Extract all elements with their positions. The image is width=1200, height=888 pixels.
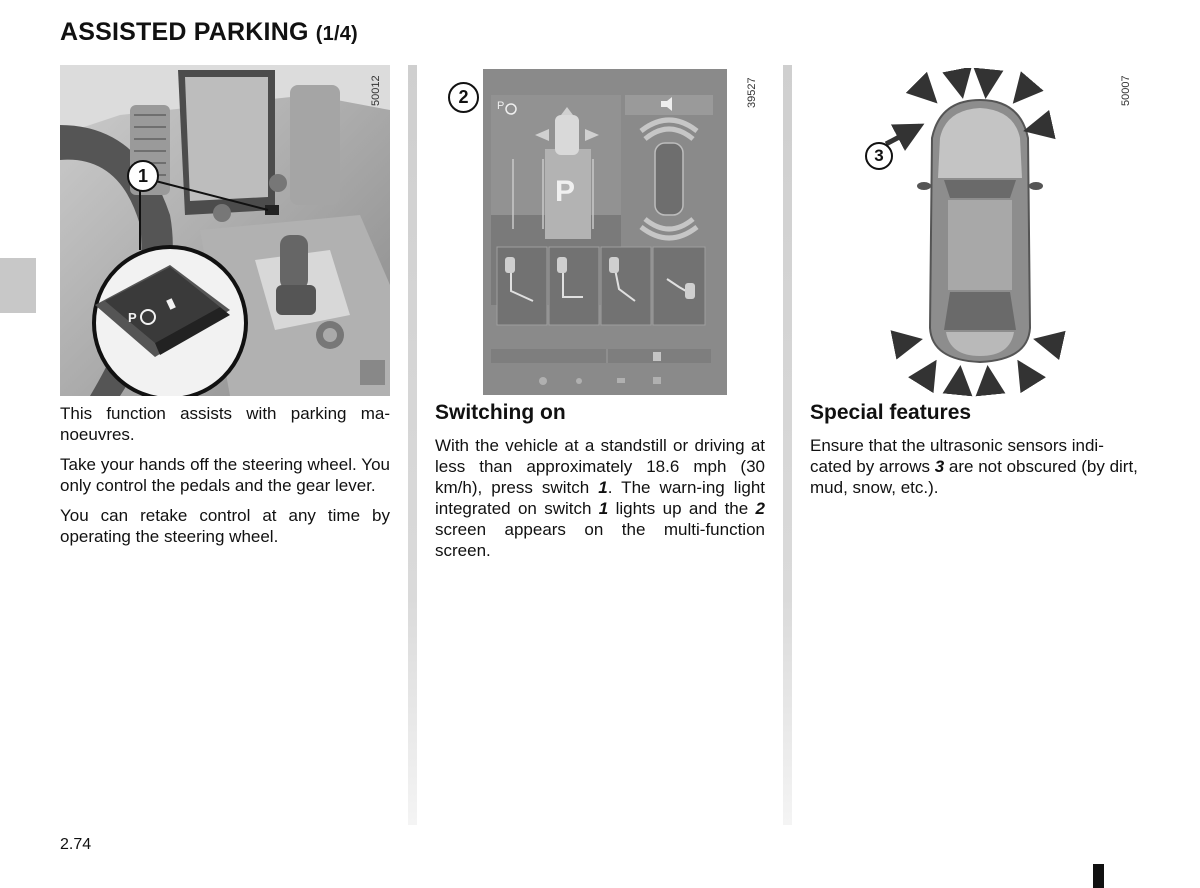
callout-2-label: 2 <box>458 87 469 107</box>
page-number: 2.74 <box>60 836 92 853</box>
paragraph <box>435 435 765 561</box>
text-run: With the vehicle at a standstill or driving at less than approximately 18.6 mph (30 km/h), press switch <box>435 436 765 497</box>
figure-code-3: 50007 <box>1120 75 1132 106</box>
text-run: Ensure that the ultrasonic sensors indi-cated by arrows <box>810 436 1104 476</box>
section-tab <box>0 258 36 313</box>
callout-3-label: 3 <box>874 146 884 165</box>
section-heading-switching-on: Switching on <box>435 401 566 424</box>
figure-code-1: 50012 <box>370 75 382 106</box>
text-run: . The warn-ing light integrated on switch <box>435 478 765 518</box>
column-2-text <box>435 435 765 570</box>
dashboard-illustration <box>60 65 390 396</box>
paragraph: This function assists with parking ma-noeuvres. <box>60 404 390 444</box>
page-corner-mark <box>1093 864 1104 888</box>
column-divider-right <box>783 65 792 825</box>
text-run: are not obscured (by dirt, mud, snow, etc.). <box>810 457 1138 497</box>
callout-1-label: 1 <box>137 166 148 186</box>
page-title-main: ASSISTED PARKING <box>60 18 309 46</box>
paragraph <box>810 435 1140 498</box>
svg-text:P: P <box>128 310 137 325</box>
multifunction-screen-illustration <box>483 69 727 395</box>
column-3-text <box>810 435 1140 507</box>
page-title <box>60 18 358 47</box>
reference-switch-1: 1 <box>598 499 609 518</box>
figure-code-2: 39527 <box>746 77 758 108</box>
section-heading-special-features: Special features <box>810 401 972 424</box>
column-divider-left <box>408 65 417 825</box>
column-1-text <box>60 403 390 556</box>
paragraph: You can retake control at any time by operating the steering wheel. <box>60 506 390 546</box>
text-run: lights up and the <box>608 499 756 518</box>
callout-3 <box>865 142 893 170</box>
callout-2 <box>448 82 479 113</box>
reference-switch-1: 1 <box>598 478 608 497</box>
svg-text:P: P <box>497 100 505 112</box>
vehicle-top-view-illustration <box>860 68 1100 398</box>
paragraph: Take your hands off the steering wheel. You only control the pedals and the gear lever. <box>60 455 390 495</box>
text-run: screen appears on the multi-function screen. <box>435 520 765 560</box>
reference-screen-2: 2 <box>755 499 766 518</box>
page-title-suffix: (1/4) <box>315 23 358 45</box>
screen-parking-letter: P <box>555 175 576 208</box>
callout-1 <box>127 160 159 192</box>
reference-arrows-3: 3 <box>934 457 945 476</box>
